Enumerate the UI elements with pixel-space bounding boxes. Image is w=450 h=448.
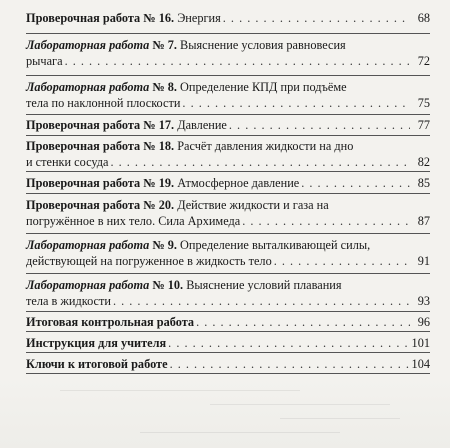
entry-kind: Ключи к итоговой работе [26, 357, 168, 371]
entry-page-number: 87 [417, 213, 430, 228]
entry-number: № 19. [143, 176, 175, 190]
entry-kind: Лабораторная работа [26, 278, 150, 292]
entry-number: № 10. [152, 278, 184, 292]
entry-title-line: Определение выталкивающей силы, [180, 238, 371, 252]
leader-dots [113, 294, 410, 310]
entry-kind: Проверочная работа [26, 11, 141, 25]
leader-dots [110, 155, 410, 171]
entry-kind: Итоговая контрольная работа [26, 315, 195, 329]
entry-page-number: 72 [417, 53, 430, 68]
entry-number: № 9. [152, 238, 177, 252]
entry-page-number: 104 [411, 357, 430, 371]
toc-entry [26, 331, 430, 352]
entry-title-line: действующей на погруженное в жидкость тело [26, 253, 272, 268]
leader-dots [170, 357, 410, 373]
entry-title-line: Действие жидкости и газа на [177, 198, 329, 212]
entry-kind: Проверочная работа [26, 118, 141, 132]
toc-entry [26, 171, 430, 193]
leader-dots [182, 96, 410, 112]
leader-dots [229, 118, 410, 134]
entry-page-number: 91 [417, 253, 430, 268]
entry-page-number: 68 [417, 11, 430, 25]
toc-entry [26, 135, 430, 171]
entry-kind: Проверочная работа [26, 139, 141, 153]
entry-page-number: 77 [417, 118, 430, 132]
leader-dots [301, 176, 410, 192]
leader-dots [168, 336, 409, 352]
entry-number: № 7. [152, 38, 177, 52]
leader-dots [65, 54, 410, 70]
entry-kind: Инструкция для учителя [26, 336, 167, 350]
entry-kind: Проверочная работа [26, 176, 141, 190]
toc-entry [26, 273, 430, 311]
leader-dots [223, 11, 410, 27]
entry-number: № 17. [143, 118, 175, 132]
entry-title-line: Выяснение условия равновесия [180, 38, 346, 52]
entry-page-number: 93 [417, 293, 430, 308]
entry-title-line: Выяснение условий плавания [186, 278, 342, 292]
leader-dots [242, 214, 410, 230]
leader-dots [274, 254, 410, 270]
entry-page-number: 82 [417, 154, 430, 169]
entry-kind: Лабораторная работа [26, 80, 150, 94]
table-of-contents [26, 11, 430, 394]
leader-dots [196, 315, 410, 331]
toc-entry [26, 352, 430, 373]
entry-number: № 16. [143, 11, 175, 25]
entry-title-line: рычага [26, 53, 63, 68]
entry-title-line: тела по наклонной плоскости [26, 95, 181, 110]
entry-title-line: погружённое в них тело. Сила Архимеда [26, 213, 241, 228]
entry-number: № 18. [143, 139, 175, 153]
entry-page-number: 85 [417, 176, 430, 190]
page-bleed-through [0, 378, 450, 448]
entry-title-line: Расчёт давления жидкости на дно [177, 139, 354, 153]
toc-entry [26, 311, 430, 331]
entry-number: № 8. [152, 80, 177, 94]
entry-title-line: Давление [177, 118, 227, 132]
toc-entry [26, 233, 430, 273]
entry-kind: Лабораторная работа [26, 38, 150, 52]
entry-kind: Лабораторная работа [26, 238, 150, 252]
toc-entry [26, 114, 430, 135]
toc-entry [26, 11, 430, 33]
toc-entry [26, 193, 430, 233]
entry-title-line: тела в жидкости [26, 293, 111, 308]
entry-page-number: 75 [417, 95, 430, 110]
toc-entry [26, 75, 430, 114]
entry-page-number: 101 [411, 336, 430, 350]
entry-page-number: 96 [417, 315, 430, 329]
entry-title-line: Атмосферное давление [177, 176, 300, 190]
toc-entry [26, 33, 430, 75]
entry-number: № 20. [143, 198, 175, 212]
entry-kind: Проверочная работа [26, 198, 141, 212]
entry-title-line: Определение КПД при подъёме [180, 80, 347, 94]
entry-title-line: и стенки сосуда [26, 154, 109, 169]
entry-title-line: Энергия [177, 11, 221, 25]
